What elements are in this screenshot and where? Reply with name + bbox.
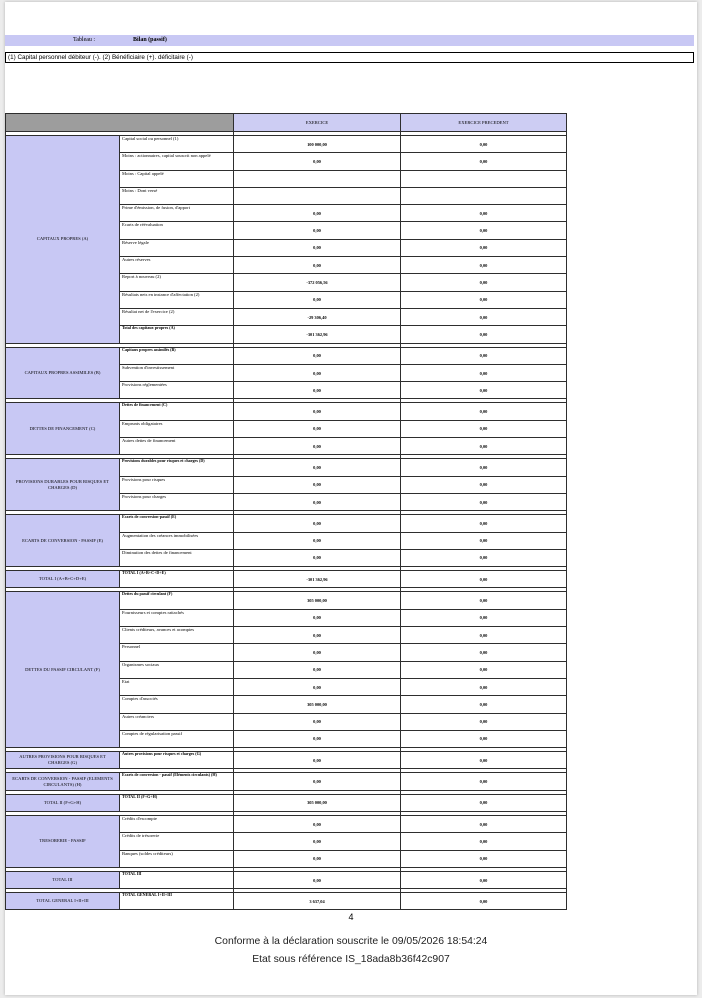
value-exercice: 0,00 bbox=[234, 833, 401, 850]
row-label: Moins : actionnaires, capital souscrit non appelé bbox=[120, 153, 234, 170]
row-label: Capital social ou personnel (1) bbox=[120, 136, 234, 153]
table-row bbox=[6, 136, 567, 153]
table-row bbox=[6, 347, 567, 364]
row-label: Fournisseurs et comptes rattachés bbox=[120, 609, 234, 626]
value-exercice: 0,00 bbox=[234, 382, 401, 399]
table-row bbox=[6, 773, 567, 790]
value-exercice: 0,00 bbox=[234, 364, 401, 381]
value-exercice-precedent: 0,00 bbox=[401, 549, 567, 566]
value-exercice-precedent: 0,00 bbox=[401, 850, 567, 867]
row-label: Crédits d'escompte bbox=[120, 815, 234, 832]
row-label: Provisions durables pour risques et charges (D) bbox=[120, 459, 234, 476]
row-label: Emprunts obligataires bbox=[120, 420, 234, 437]
section-title: TRESORERIE - PASSIF bbox=[6, 815, 120, 867]
value-exercice-precedent: 0,00 bbox=[401, 678, 567, 695]
value-exercice: 0,00 bbox=[234, 644, 401, 661]
value-exercice-precedent: 0,00 bbox=[401, 382, 567, 399]
value-exercice-precedent: 0,00 bbox=[401, 515, 567, 532]
row-label: Subvention d'investissement bbox=[120, 364, 234, 381]
value-exercice: 0,00 bbox=[234, 291, 401, 308]
value-exercice: 0,00 bbox=[234, 627, 401, 644]
value-exercice-precedent: 0,00 bbox=[401, 871, 567, 888]
value-exercice-precedent bbox=[401, 170, 567, 187]
value-exercice: 0,00 bbox=[234, 222, 401, 239]
value-exercice: 0,00 bbox=[234, 476, 401, 493]
section-title: TOTAL GENERAL I+II+III bbox=[6, 893, 120, 910]
value-exercice-precedent: 0,00 bbox=[401, 773, 567, 790]
row-label: Diminution des dettes de financement bbox=[120, 549, 234, 566]
table-title: Bilan (passif) bbox=[133, 37, 167, 43]
value-exercice: -301 362,96 bbox=[234, 326, 401, 343]
section-title: ECARTS DE CONVERSION - PASSIF (ELEMENTS CIRCULANTS) (H) bbox=[6, 773, 120, 790]
row-label: TOTAL II (F+G+H) bbox=[120, 794, 234, 811]
section-title: AUTRES PROVISIONS POUR RISQUES ET CHARGES (G) bbox=[6, 752, 120, 769]
value-exercice: 0,00 bbox=[234, 257, 401, 274]
value-exercice-precedent: 0,00 bbox=[401, 532, 567, 549]
value-exercice-precedent: 0,00 bbox=[401, 438, 567, 455]
value-exercice bbox=[234, 170, 401, 187]
value-exercice: 0,00 bbox=[234, 549, 401, 566]
row-label: Prime d'émission, de fusion, d'apport bbox=[120, 205, 234, 222]
value-exercice: -301 362,96 bbox=[234, 571, 401, 588]
value-exercice: 305 000,00 bbox=[234, 592, 401, 609]
row-label: Provisions réglementées bbox=[120, 382, 234, 399]
value-exercice: 0,00 bbox=[234, 239, 401, 256]
value-exercice: 0,00 bbox=[234, 609, 401, 626]
corner-cell bbox=[6, 114, 234, 132]
table-row bbox=[6, 815, 567, 832]
row-label: Autres réserves bbox=[120, 257, 234, 274]
row-label: Provisions pour risques bbox=[120, 476, 234, 493]
row-label: Ecarts de conversion - passif (Eléments circulants) (H) bbox=[120, 773, 234, 790]
row-label: Ecarts de réévaluation bbox=[120, 222, 234, 239]
row-label: Augmentation des créances immobilisées bbox=[120, 532, 234, 549]
row-label: Clients créditeurs, avances et acomptes bbox=[120, 627, 234, 644]
value-exercice-precedent: 0,00 bbox=[401, 459, 567, 476]
value-exercice: -372 056,56 bbox=[234, 274, 401, 291]
row-label: Autres dettes de financement bbox=[120, 438, 234, 455]
table-row bbox=[6, 459, 567, 476]
value-exercice-precedent: 0,00 bbox=[401, 153, 567, 170]
value-exercice: 3 637,04 bbox=[234, 893, 401, 910]
value-exercice-precedent: 0,00 bbox=[401, 815, 567, 832]
value-exercice-precedent: 0,00 bbox=[401, 326, 567, 343]
value-exercice-precedent: 0,00 bbox=[401, 476, 567, 493]
row-label: Report à nouveau (2) bbox=[120, 274, 234, 291]
row-label: Autres provisions pour risques et charges (G) bbox=[120, 752, 234, 769]
row-label: Autres créanciers bbox=[120, 713, 234, 730]
value-exercice: 0,00 bbox=[234, 850, 401, 867]
footer-reference: Etat sous référence IS_18ada8b36f42c907 bbox=[252, 954, 450, 965]
value-exercice-precedent: 0,00 bbox=[401, 347, 567, 364]
table-row bbox=[6, 871, 567, 888]
value-exercice-precedent: 0,00 bbox=[401, 833, 567, 850]
row-label: Dettes de financement (C) bbox=[120, 403, 234, 420]
table-row bbox=[6, 794, 567, 811]
value-exercice-precedent: 0,00 bbox=[401, 752, 567, 769]
row-label: Résultat net de l'exercice (2) bbox=[120, 308, 234, 325]
row-label: Résultats nets en instance d'affectation (2) bbox=[120, 291, 234, 308]
row-label: Réserve légale bbox=[120, 239, 234, 256]
row-label: Total des capitaux propres (A) bbox=[120, 326, 234, 343]
row-label: Dettes du passif circulant (F) bbox=[120, 592, 234, 609]
value-exercice-precedent: 0,00 bbox=[401, 592, 567, 609]
value-exercice: 305 000,00 bbox=[234, 696, 401, 713]
row-label: Provisions pour charges bbox=[120, 493, 234, 510]
table-label: Tableau : bbox=[73, 37, 96, 43]
row-label: Crédits de trésorerie bbox=[120, 833, 234, 850]
section-title: CAPITAUX PROPRES (A) bbox=[6, 136, 120, 344]
table-head-row bbox=[6, 114, 567, 132]
table-row bbox=[6, 571, 567, 588]
value-exercice-precedent: 0,00 bbox=[401, 257, 567, 274]
value-exercice-precedent: 0,00 bbox=[401, 713, 567, 730]
value-exercice-precedent: 0,00 bbox=[401, 420, 567, 437]
value-exercice: 0,00 bbox=[234, 420, 401, 437]
row-label: Capitaux propres assimilés (B) bbox=[120, 347, 234, 364]
table-row bbox=[6, 403, 567, 420]
value-exercice-precedent: 0,00 bbox=[401, 696, 567, 713]
footer-conformity: Conforme à la déclaration souscrite le 09/05/2026 18:54:24 bbox=[214, 936, 488, 947]
table-body bbox=[6, 132, 567, 910]
section-title: CAPITAUX PROPRES ASSIMILES (B) bbox=[6, 347, 120, 399]
bilan-passif-table bbox=[5, 113, 567, 910]
section-title: TOTAL I (A+B+C+D+E) bbox=[6, 571, 120, 588]
table-row bbox=[6, 893, 567, 910]
value-exercice: 0,00 bbox=[234, 661, 401, 678]
value-exercice-precedent: 0,00 bbox=[401, 274, 567, 291]
value-exercice: 0,00 bbox=[234, 205, 401, 222]
value-exercice-precedent: 0,00 bbox=[401, 403, 567, 420]
section-title: DETTES DU PASSIF CIRCULANT (F) bbox=[6, 592, 120, 748]
row-label: TOTAL III bbox=[120, 871, 234, 888]
value-exercice: 0,00 bbox=[234, 153, 401, 170]
value-exercice-precedent: 0,00 bbox=[401, 644, 567, 661]
row-label: Ecarts de conversion-passif (E) bbox=[120, 515, 234, 532]
value-exercice-precedent: 0,00 bbox=[401, 222, 567, 239]
value-exercice: 0,00 bbox=[234, 752, 401, 769]
value-exercice-precedent bbox=[401, 187, 567, 204]
value-exercice: 0,00 bbox=[234, 532, 401, 549]
value-exercice: 0,00 bbox=[234, 438, 401, 455]
table-header-bar bbox=[5, 35, 694, 46]
row-label: Moins : Capital appelé bbox=[120, 170, 234, 187]
value-exercice: 100 000,00 bbox=[234, 136, 401, 153]
value-exercice-precedent: 0,00 bbox=[401, 364, 567, 381]
value-exercice-precedent: 0,00 bbox=[401, 571, 567, 588]
table-row bbox=[6, 592, 567, 609]
column-header-exercice-precedent: EXERCICE PRECEDENT bbox=[401, 114, 567, 132]
row-label: Personnel bbox=[120, 644, 234, 661]
value-exercice-precedent: 0,00 bbox=[401, 893, 567, 910]
value-exercice: 0,00 bbox=[234, 713, 401, 730]
row-label: TOTAL GENERAL I+II+III bbox=[120, 893, 234, 910]
value-exercice: -29 306,40 bbox=[234, 308, 401, 325]
page-number: 4 bbox=[348, 912, 354, 922]
value-exercice-precedent: 0,00 bbox=[401, 205, 567, 222]
value-exercice-precedent: 0,00 bbox=[401, 730, 567, 747]
value-exercice: 305 000,00 bbox=[234, 794, 401, 811]
value-exercice bbox=[234, 187, 401, 204]
section-title: DETTES DE FINANCEMENT (C) bbox=[6, 403, 120, 455]
column-header-exercice: EXERCICE bbox=[234, 114, 401, 132]
value-exercice-precedent: 0,00 bbox=[401, 609, 567, 626]
value-exercice: 0,00 bbox=[234, 347, 401, 364]
table-row bbox=[6, 752, 567, 769]
section-title: TOTAL II (F+G+H) bbox=[6, 794, 120, 811]
value-exercice: 0,00 bbox=[234, 871, 401, 888]
table-row bbox=[6, 515, 567, 532]
value-exercice: 0,00 bbox=[234, 815, 401, 832]
value-exercice-precedent: 0,00 bbox=[401, 239, 567, 256]
section-title: PROVISIONS DURABLES POUR RISQUES ET CHARGES (D) bbox=[6, 459, 120, 511]
value-exercice-precedent: 0,00 bbox=[401, 493, 567, 510]
value-exercice: 0,00 bbox=[234, 730, 401, 747]
row-label: Organismes sociaux bbox=[120, 661, 234, 678]
value-exercice-precedent: 0,00 bbox=[401, 291, 567, 308]
legend-note: (1) Capital personnel débiteur (-). (2) Bénéficiaire (+). déficitaire (-) bbox=[5, 52, 694, 63]
value-exercice: 0,00 bbox=[234, 493, 401, 510]
value-exercice: 0,00 bbox=[234, 515, 401, 532]
row-label: Etat bbox=[120, 678, 234, 695]
value-exercice-precedent: 0,00 bbox=[401, 136, 567, 153]
row-label: Moins : Dont versé bbox=[120, 187, 234, 204]
value-exercice: 0,00 bbox=[234, 403, 401, 420]
value-exercice-precedent: 0,00 bbox=[401, 794, 567, 811]
value-exercice-precedent: 0,00 bbox=[401, 627, 567, 644]
row-label: Comptes d'associés bbox=[120, 696, 234, 713]
value-exercice: 0,00 bbox=[234, 773, 401, 790]
row-label: Comptes de régularisation passif bbox=[120, 730, 234, 747]
section-title: ECARTS DE CONVERSION - PASSIF (E) bbox=[6, 515, 120, 567]
section-title: TOTAL III bbox=[6, 871, 120, 888]
value-exercice: 0,00 bbox=[234, 678, 401, 695]
value-exercice-precedent: 0,00 bbox=[401, 661, 567, 678]
row-label: Banques (soldes créditeurs) bbox=[120, 850, 234, 867]
value-exercice: 0,00 bbox=[234, 459, 401, 476]
row-label: TOTAL I (A+B+C+D+E) bbox=[120, 571, 234, 588]
value-exercice-precedent: 0,00 bbox=[401, 308, 567, 325]
